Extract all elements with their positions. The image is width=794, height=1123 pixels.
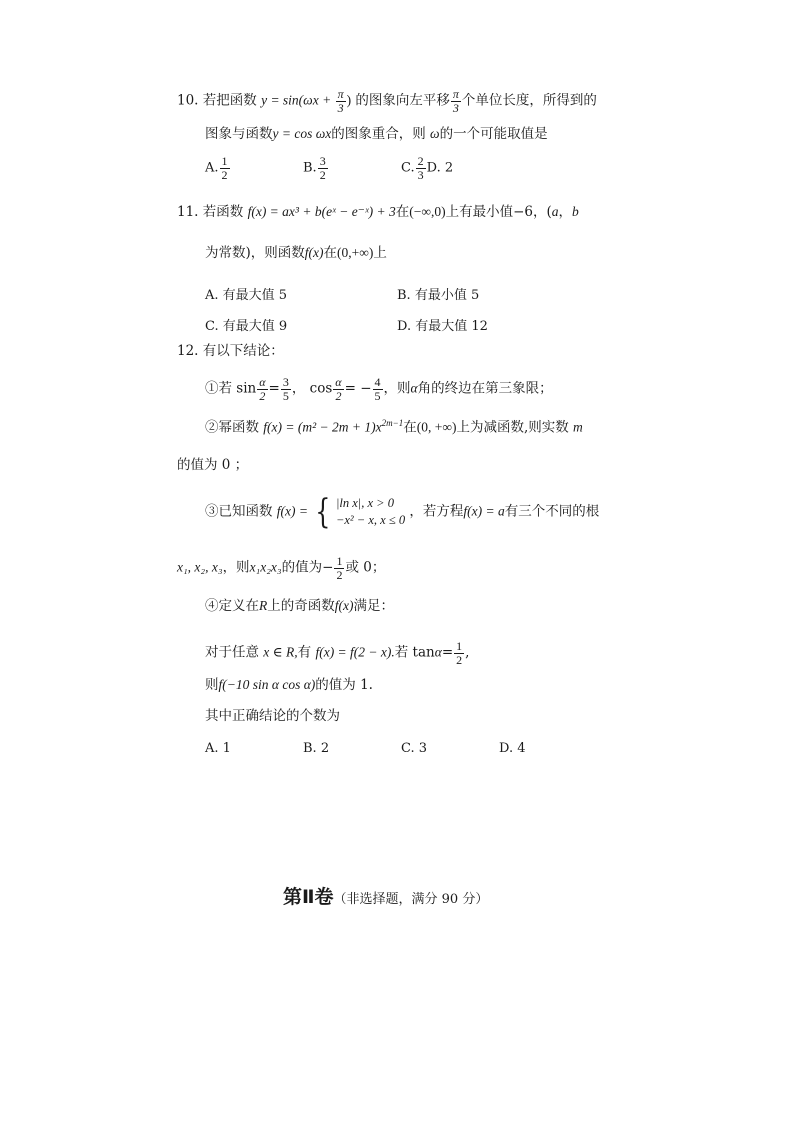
q10-number: 10. (177, 92, 199, 109)
piecewise-function: { |ln x|, x > 0 −x² − x, x ≤ 0 (315, 492, 406, 532)
q11-option-a[interactable]: A. 有最大值 5 (205, 288, 288, 303)
q10-option-b[interactable]: B. $\frac{3}{2}$ (303, 154, 326, 182)
q12-statement-4-result: 则f(−10 sin α cos α)的值为 1. (205, 677, 373, 693)
q10-shift-fraction: $\frac{\pi}{3}$ (452, 87, 459, 115)
q12-statement-3-cont: x₁, x₂, x₃，则x₁x₂x₃的值为− $\frac{1}{2}$ 或 0； (177, 554, 386, 582)
q10-line2-text: 图象与函数 (205, 126, 273, 142)
q11-option-c[interactable]: C. 有最大值 9 (205, 319, 288, 334)
q12-option-c[interactable]: C. 3 (401, 741, 428, 756)
q10-line2-end: 的一个可能取值是 (439, 126, 548, 142)
q11-option-d[interactable]: D. 有最大值 12 (397, 319, 488, 334)
q10-line2 (205, 127, 548, 142)
section-heading-sub: （非选择题，满分 90 分） (333, 892, 489, 907)
q12-option-b[interactable]: B. 2 (303, 741, 330, 756)
q12-option-d[interactable]: D. 4 (499, 741, 526, 756)
q11-option-b[interactable]: B. 有最小值 5 (397, 288, 480, 303)
q11-interval: (−∞,0) (409, 204, 446, 219)
q12-statement-4-cont: 对于任意 x ∈ R,有 f(x) = f(2 − x).若 tanα= $\frac{1}{2}$ , (205, 639, 470, 667)
q12-statement-3: ③已知函数 f(x) = { |ln x|, x > 0 −x² − x, x ≤ 0 ，若方程f(x) = a有三个不同的根 (205, 492, 600, 532)
q12-statement-2: ②幂函数 $f(x) = (m^2 - 2m + 1)x^{2m-1}$在(0, +∞)上为减函数,则实数 m (205, 418, 583, 436)
q12-statement-1: ①若 sin $\frac{\alpha}{2}$ = $\frac{3}{5}$ ， cos $\frac{\alpha}{2}$ = − $\frac{4}{5}$ ，则α角的终边在第三象限； (205, 375, 553, 403)
q10-text-end: 个单位长度，所得到的 (461, 92, 597, 109)
q10-text: 若把函数 (202, 92, 257, 109)
q10-line1 (177, 88, 597, 114)
q10-text-shift: 的图象向左平移 (355, 92, 450, 109)
q12-number: 12. (177, 343, 199, 359)
q10-option-a[interactable]: A. $\frac{1}{2}$ (205, 154, 228, 182)
q11-line1: 11. 若函数 f(x) = ax³ + b(eˣ − e⁻ˣ) + 3在(−∞,0)上有最小值−6，(a，b (177, 204, 579, 220)
q12-line1: 12. 有以下结论： (177, 343, 284, 359)
q10-line2-mid: 的图象重合，则 (331, 126, 426, 142)
q11-line2: 为常数)，则函数f(x)在(0,+∞)上 (205, 245, 387, 261)
q12-option-a[interactable]: A. 1 (205, 741, 231, 756)
q12-statement-4: ④定义在R上的奇函数f(x)满足： (205, 598, 394, 614)
q10-phase-fraction: $\frac{\pi}{3}$ (337, 87, 344, 115)
q11-number: 11. (177, 204, 199, 220)
q11-func: f(x) = ax³ + b(eˣ − e⁻ˣ) + 3 (247, 204, 396, 219)
section-heading (283, 882, 488, 909)
q12-conclusion: 其中正确结论的个数为 (205, 708, 340, 724)
q10-omega: ω (430, 126, 440, 141)
q10-cos-func: y = cos ωx (272, 126, 332, 141)
section-heading-main: 第Ⅱ卷 (283, 886, 334, 908)
q10-func-end: ) (346, 92, 352, 108)
q12-statement-2-cont: 的值为 0 ； (177, 457, 249, 473)
q10-func: y = sin(ωx + (261, 92, 335, 108)
q10-option-d: D. 2 (426, 160, 454, 176)
q10-option-c[interactable]: C. $\frac{2}{3}$ D. 2 (401, 154, 454, 182)
